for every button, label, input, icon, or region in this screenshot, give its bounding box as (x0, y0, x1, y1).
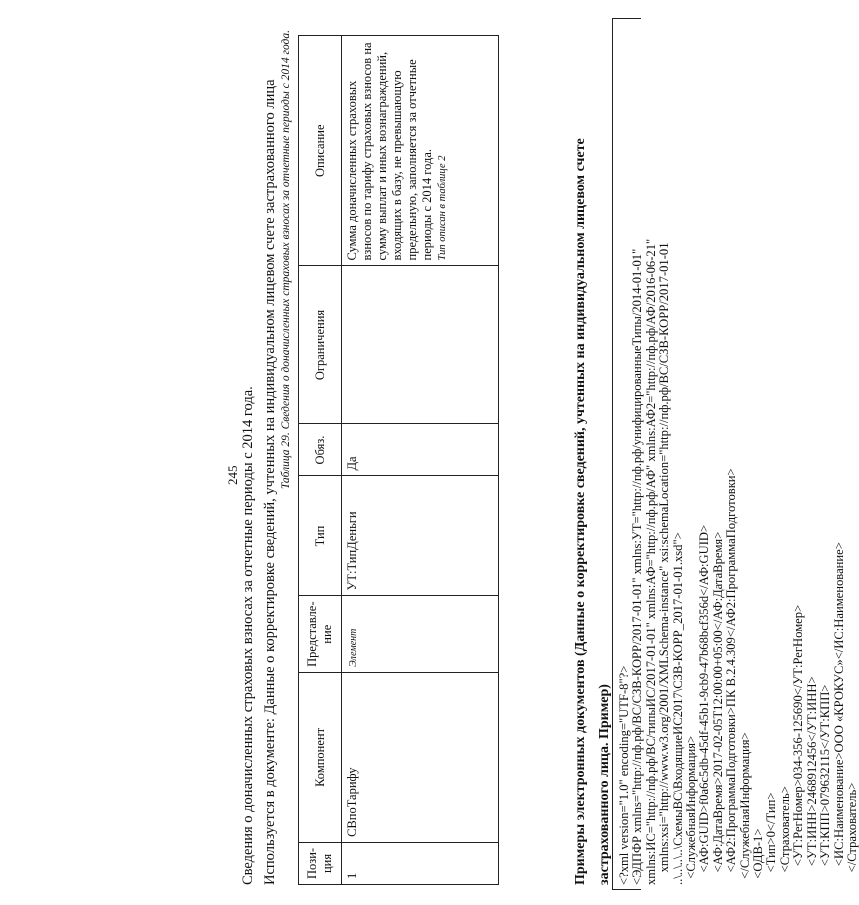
representation-value: Элемент (348, 628, 359, 667)
xml-example-code (618, 239, 859, 885)
xml-line: <ЭДПФР xmlns="http://пф.рф/ВС/СЗВ-КОРР/2017-01-01" xmlns:УТ="http://пф.рф/унифицированныеТипы/2014-01-01" (630, 248, 645, 885)
cell-required: Да (342, 424, 499, 476)
xml-line: <УТ:РегНомер>034-356-125690</УТ:РегНомер> (791, 604, 806, 885)
xml-line: <СлужебнаяИнформация> (684, 735, 699, 885)
xml-line: <АФ:GUID>f0a6c5db-45df-45b1-9cb9-47b68bcf356d</АФ:GUID> (697, 524, 712, 885)
header-position: Пози-ция (299, 842, 342, 884)
header-component: Компонент (299, 672, 342, 842)
xml-line: <ИС:Наименование>ООО «КРОКУС»</ИС:Наименование> (831, 542, 846, 885)
header-restrictions: Ограничения (299, 266, 342, 424)
xml-line: </Страхователь> (844, 782, 859, 885)
xml-line: <Тип>0</Тип> (764, 792, 779, 885)
header-description: Описание (299, 36, 342, 267)
xml-line: </СлужебнаяИнформация> (737, 732, 752, 885)
xml-line: <?xml version="1.0" encoding="UTF-8"?> (617, 665, 631, 885)
cell-position: 1 (342, 842, 499, 884)
xml-line: xmlns:ИС="http://пф.рф/ВС/типыИС/2017-01-01" xmlns:АФ="http://пф.рф/АФ" xmlns:АФ2="http://пф.рф/АФ/2016-06-21" (643, 238, 658, 885)
header-representation: Представле-ние (299, 596, 342, 672)
description-note: Тип описан в таблице 2 (437, 155, 448, 261)
xml-line: ..\..\..\..\СхемыВС\ВходящиеИС2017\СЗВ-КОРР_2017-01-01.xsd"> (670, 532, 685, 885)
xml-line: <АФ:ДатаВремя>2017-02-05T12:00:00+05:00</АФ:ДатаВремя> (710, 531, 725, 885)
xml-line: <Страхователь> (777, 786, 792, 885)
xml-line: <УТ:КПП>079632115</УТ:КПП> (818, 684, 833, 885)
header-required: Обяз. (299, 424, 342, 476)
cell-component: СВпоТарифу (342, 672, 499, 842)
header-type: Тип (299, 476, 342, 596)
section-heading-continued: застрахованного лица. Пример) (597, 684, 612, 885)
table-caption: Таблица 29. Сведения о доначисленных страховых взносах за отчетные периоды с 2014 года. (280, 30, 292, 490)
section-heading: Примеры электронных документов (Данные о корректировке сведений, учтенных на индивидуальном лицевом счете (573, 138, 588, 885)
xml-line: <АФ2:ПрограммаПодготовки>ПК В.2.4.309</АФ2:ПрограммаПодготовки> (724, 468, 739, 885)
intro-line-2: Используется в документе: Данные о корректировке сведений, учтенных на индивидуальном лицевом счете застрахованного лица (262, 79, 278, 885)
xml-line: <ОДВ-1> (751, 828, 766, 885)
intro-line-1: Сведения о доначисленных страховых взносах за отчетные периоды с 2014 года. (240, 386, 256, 885)
xml-line: <УТ:ИНН>2468912456</УТ:ИНН> (804, 676, 819, 885)
description-text: Сумма доначисленных страховых взносов по тарифу страховых взносов на сумму выплат и иных вознаграждений, входящих в базу, не превышающую предельную, заполняется за отчетные периоды с 2014 года. (345, 42, 434, 261)
cell-type: УТ:ТипДеньги (342, 476, 499, 596)
page-number: 245 (225, 465, 240, 485)
xml-line: xmlns:xsi="http://www.w3.org/2001/XMLSchema-instance" xsi:schemaLocation="http://пф.рф/ВС/СЗВ-КОРР/2017-01-01 (657, 242, 672, 885)
